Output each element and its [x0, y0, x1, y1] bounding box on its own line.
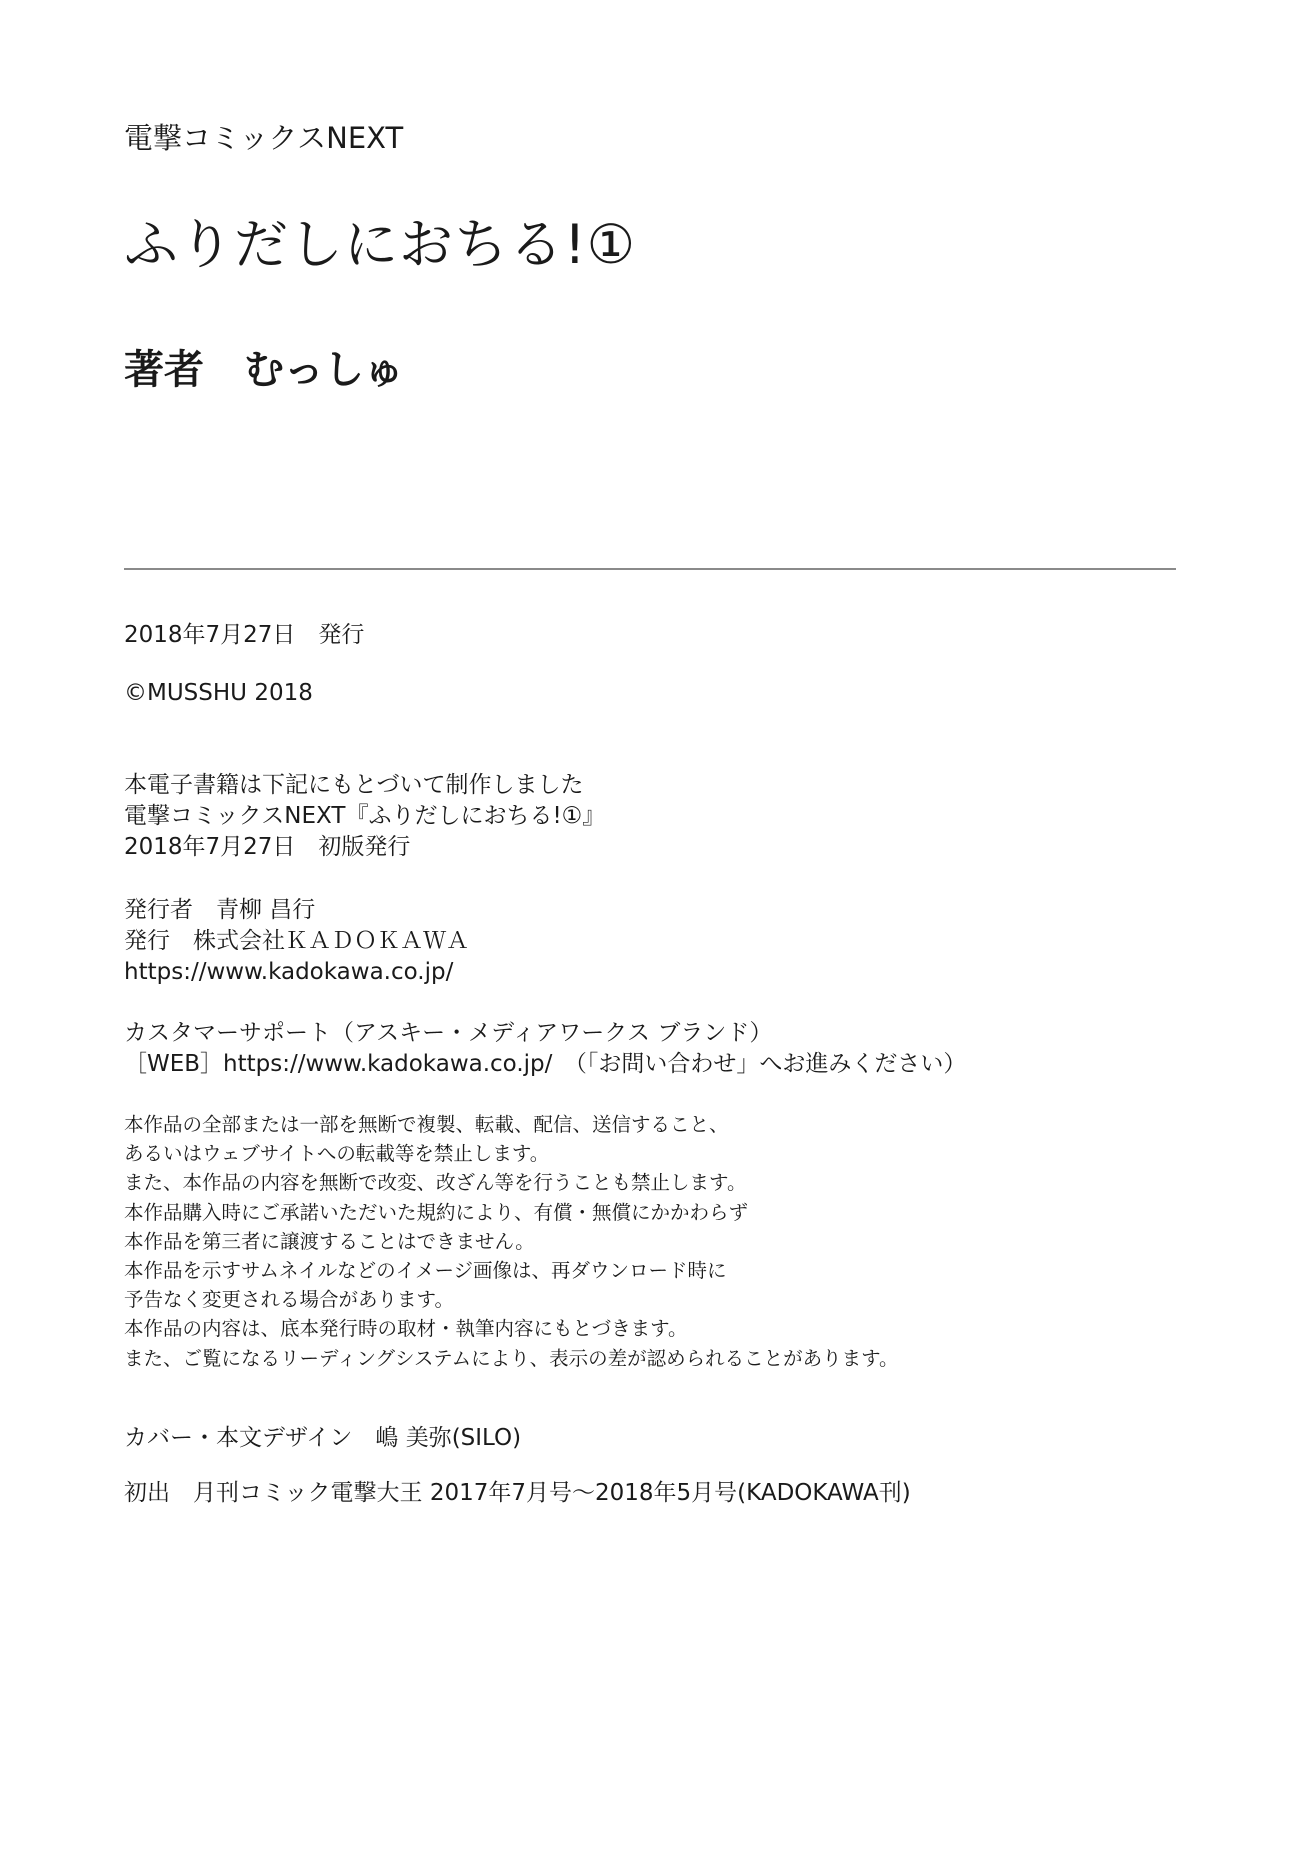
notice-line: 本作品の全部または一部を無断で複製、転載、配信、送信すること、	[124, 1113, 729, 1136]
design-credit: カバー・本文デザイン 嶋 美弥(SILO)	[124, 1425, 522, 1451]
notice-line: 本作品を示すサムネイルなどのイメージ画像は、再ダウンロード時に	[124, 1259, 727, 1283]
customer-support	[124, 1018, 966, 1080]
notice-line: 予告なく変更される場合があります。	[124, 1288, 454, 1312]
notice-line: 本作品を第三者に譲渡することはできません。	[124, 1229, 535, 1253]
author-name: むっしゅ	[244, 347, 404, 393]
notice-line: また、本作品の内容を無断で改変、改ざん等を行うことも禁止します。	[124, 1171, 747, 1195]
notice-line: また、ご覧になるリーディングシステムにより、表示の差が認められることがあります。	[124, 1346, 899, 1370]
source-line-1: 本電子書籍は下記にもとづいて制作しました	[124, 772, 584, 798]
notice-line: あるいはウェブサイトへの転載等を禁止します。	[124, 1142, 550, 1166]
book-title: ふりだしにおちる!①	[124, 213, 637, 276]
publication-date: 2018年7月27日 発行	[124, 622, 365, 648]
support-line-1: カスタマーサポート（アスキー・メディアワークス ブランド）	[124, 1020, 773, 1046]
publisher-url: https://www.kadokawa.co.jp/	[124, 959, 454, 985]
author-line	[124, 347, 404, 393]
source-line-2: 電撃コミックスNEXT『ふりだしにおちる!①』	[124, 803, 606, 829]
issuer-line: 発行者 青柳 昌行	[124, 897, 316, 923]
imprint-label: 電撃コミックスNEXT	[124, 121, 404, 155]
divider	[124, 568, 1176, 570]
source-info	[124, 770, 605, 863]
copyright-line: ©MUSSHU 2018	[124, 680, 313, 706]
notice-line: 本作品購入時にご承諾いただいた規約により、有償・無償にかかわらず	[124, 1200, 749, 1224]
company-line: 発行 株式会社ＫＡＤＯＫＡＷＡ	[124, 928, 469, 954]
source-line-3: 2018年7月27日 初版発行	[124, 834, 411, 860]
notices-block	[124, 1110, 899, 1373]
support-line-2: ［WEB］https://www.kadokawa.co.jp/ （「お問い合わせ」へお進みください）	[124, 1051, 967, 1077]
notice-line: 本作品の内容は、底本発行時の取材・執筆内容にもとづきます。	[124, 1317, 688, 1341]
publisher-info	[124, 895, 469, 988]
author-prefix: 著者	[124, 347, 204, 393]
first-appearance: 初出 月刊コミック電撃大王 2017年7月号～2018年5月号(KADOKAWA刊)	[124, 1480, 911, 1506]
